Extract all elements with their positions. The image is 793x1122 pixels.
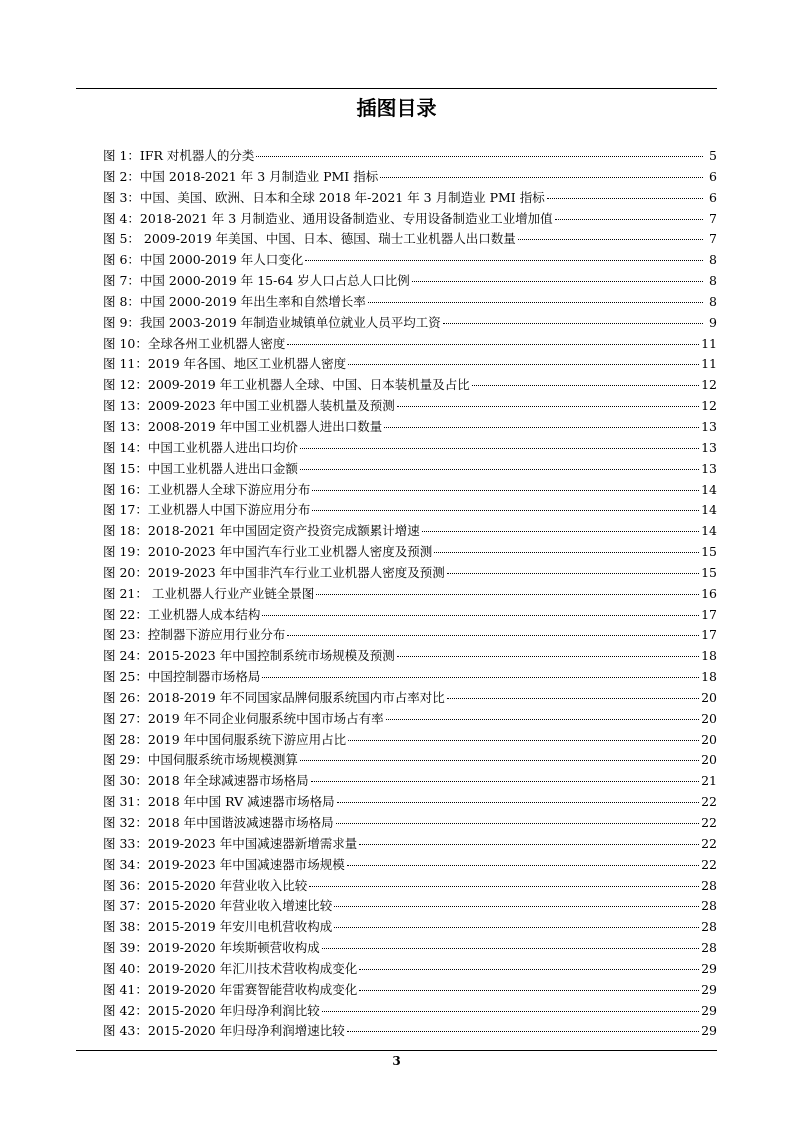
toc-entry[interactable]	[103, 730, 717, 751]
toc-entry-label[interactable]: 图 3：中国、美国、欧洲、日本和全球 2018 年-2021 年 3 月制造业 PMI 指标	[103, 189, 545, 205]
toc-entry-page[interactable]: 28	[701, 940, 717, 956]
toc-entry-label[interactable]: 图 1：IFR 对机器人的分类	[103, 148, 255, 163]
toc-entry[interactable]	[103, 146, 717, 167]
toc-entry[interactable]	[103, 459, 717, 480]
toc-entry-label[interactable]: 图 29：中国伺服系统市场规模测算	[103, 752, 298, 768]
toc-entry[interactable]	[103, 480, 717, 501]
toc-entry-label[interactable]: 图 7：中国 2000-2019 年 15-64 岁人口占总人口比例	[103, 273, 410, 289]
dot-leader	[348, 740, 699, 741]
toc-entry-label[interactable]: 图 13：2009-2023 年中国工业机器人装机量及预测	[103, 398, 395, 414]
toc-entry-label[interactable]: 图 33：2019-2023 年中国减速器新增需求量	[103, 835, 358, 851]
toc-entry-page[interactable]: 12	[701, 377, 717, 393]
dot-leader	[359, 990, 699, 991]
toc-entry-page[interactable]: 22	[701, 815, 717, 830]
toc-entry[interactable]	[103, 625, 717, 646]
page-number: 3	[392, 1054, 401, 1068]
toc-entry-label[interactable]: 图 12：2009-2019 年工业机器人全球、中国、日本装机量及占比	[103, 377, 470, 393]
toc-entry[interactable]	[103, 876, 717, 897]
toc-entry-label[interactable]: 图 20：2019-2023 年中国非汽车行业工业机器人密度及预测	[103, 564, 445, 580]
dot-leader	[384, 427, 699, 428]
toc-entry-page[interactable]: 8	[709, 273, 717, 289]
toc-entry-page[interactable]: 13	[701, 439, 717, 455]
toc-entry-page[interactable]: 29	[701, 1002, 717, 1018]
toc-entry-label[interactable]: 图 6：中国 2000-2019 年人口变化	[103, 252, 304, 268]
dot-leader	[312, 510, 699, 511]
toc-entry-label[interactable]: 图 16：工业机器人全球下游应用分布	[103, 481, 311, 497]
toc-entry[interactable]	[103, 229, 717, 250]
dot-leader	[347, 1031, 699, 1032]
toc-entry-label[interactable]: 图 15：中国工业机器人进出口金额	[103, 460, 298, 476]
toc-entry-page[interactable]: 22	[701, 794, 717, 810]
toc-entry[interactable]	[103, 938, 717, 959]
toc-entry-label[interactable]: 图 25：中国控制器市场格局	[103, 669, 261, 685]
toc-entry-label[interactable]: 图 27：2019 年不同企业伺服系统中国市场占有率	[103, 710, 384, 726]
toc-entry-label[interactable]: 图 28：2019 年中国伺服系统下游应用占比	[103, 731, 347, 747]
toc-entry[interactable]	[103, 563, 717, 584]
toc-entry[interactable]	[103, 271, 717, 292]
toc-entry[interactable]	[103, 250, 717, 271]
toc-entry[interactable]	[103, 646, 717, 667]
dot-leader	[397, 656, 699, 657]
dot-leader	[305, 260, 703, 261]
toc-entry-page[interactable]: 28	[701, 877, 717, 893]
toc-entry[interactable]	[103, 396, 717, 417]
toc-entry[interactable]	[103, 375, 717, 396]
dot-leader	[287, 344, 699, 345]
toc-entry[interactable]	[103, 334, 717, 355]
toc-entry-page[interactable]: 28	[701, 919, 717, 935]
toc-entry-page[interactable]: 7	[709, 210, 717, 226]
toc-entry-page[interactable]: 18	[701, 648, 717, 664]
toc-entry[interactable]	[103, 438, 717, 459]
dot-leader	[368, 302, 703, 303]
toc-entry-page[interactable]: 8	[709, 293, 717, 309]
toc-entry[interactable]	[103, 667, 717, 688]
dot-leader	[555, 219, 703, 220]
toc-entry[interactable]	[103, 792, 717, 813]
dot-leader	[472, 385, 699, 386]
toc-entry-page[interactable]: 20	[701, 731, 717, 747]
dot-leader	[397, 406, 699, 407]
toc-entry-page[interactable]: 17	[701, 606, 717, 622]
toc-entry-page[interactable]: 20	[701, 689, 717, 705]
toc-entry-page[interactable]: 12	[701, 398, 717, 414]
toc-entry[interactable]	[103, 521, 717, 542]
dot-leader	[287, 635, 699, 636]
toc-entry[interactable]	[103, 771, 717, 792]
toc-entry[interactable]	[103, 709, 717, 730]
toc-entry-label[interactable]: 图 13：2008-2019 年中国工业机器人进出口数量	[103, 418, 383, 434]
toc-entry[interactable]	[103, 605, 717, 626]
toc-entry[interactable]	[103, 292, 717, 313]
toc-entry-label[interactable]: 图 10：全球各州工业机器人密度	[103, 335, 286, 351]
toc-entry-label[interactable]: 图 41：2019-2020 年雷赛智能营收构成变化	[103, 981, 358, 997]
dot-leader	[300, 469, 699, 470]
toc-entry[interactable]	[103, 688, 717, 709]
toc-entry[interactable]	[103, 500, 717, 521]
toc-entry[interactable]	[103, 1021, 717, 1042]
toc-entry-label[interactable]: 图 22：工业机器人成本结构	[103, 606, 261, 622]
toc-entry-label[interactable]: 图 30：2018 年全球减速器市场格局	[103, 773, 309, 789]
toc-entry-label[interactable]: 图 2：中国 2018-2021 年 3 月制造业 PMI 指标	[103, 168, 379, 184]
toc-entry-label[interactable]: 图 32：2018 年中国谐波减速器市场格局	[103, 815, 334, 830]
dot-leader	[334, 927, 699, 928]
toc-entry[interactable]	[103, 354, 717, 375]
toc-entry-page[interactable]: 17	[701, 627, 717, 643]
page-title: 插图目录	[356, 96, 437, 120]
dot-leader	[322, 1011, 699, 1012]
dot-leader	[443, 323, 703, 324]
toc-entry-page[interactable]: 13	[701, 418, 717, 434]
toc-entry-label[interactable]: 图 19：2010-2023 年中国汽车行业工业机器人密度及预测	[103, 544, 433, 560]
toc-entry[interactable]	[103, 167, 717, 188]
toc-entry-label[interactable]: 图 31：2018 年中国 RV 减速器市场格局	[103, 794, 335, 810]
dot-leader	[312, 490, 699, 491]
toc-entry-page[interactable]: 15	[701, 544, 717, 560]
dot-leader	[300, 448, 699, 449]
dot-leader	[334, 906, 699, 907]
toc-entry[interactable]	[103, 855, 717, 876]
toc-entry-page[interactable]: 29	[701, 981, 717, 997]
toc-entry-label[interactable]: 图 11：2019 年各国、地区工业机器人密度	[103, 356, 347, 372]
toc-entry-label[interactable]: 图 26：2018-2019 年不同国家品牌伺服系统国内市占率对比	[103, 689, 445, 705]
dot-leader	[359, 844, 699, 845]
dot-leader	[434, 552, 699, 553]
toc-entry[interactable]	[103, 980, 717, 1001]
dot-leader	[348, 364, 699, 365]
toc-entry[interactable]	[103, 917, 717, 938]
toc-entry[interactable]	[103, 417, 717, 438]
toc-entry-label[interactable]: 图 42：2015-2020 年归母净利润比较	[103, 1002, 320, 1018]
toc-entry-page[interactable]: 20	[701, 710, 717, 726]
toc-entry-page[interactable]: 14	[701, 523, 717, 539]
toc-entry-label[interactable]: 图 14：中国工业机器人进出口均价	[103, 439, 298, 455]
dot-leader	[447, 573, 699, 574]
toc-entry-label[interactable]: 图 24：2015-2023 年中国控制系统市场规模及预测	[103, 648, 395, 664]
toc-entry-page[interactable]: 7	[709, 231, 717, 247]
toc-entry-page[interactable]: 11	[701, 356, 717, 372]
dot-leader	[311, 781, 699, 782]
toc-entry-label[interactable]: 图 40：2019-2020 年汇川技术营收构成变化	[103, 960, 358, 976]
toc-entry-page[interactable]: 16	[701, 585, 717, 601]
toc-entry-page[interactable]: 29	[701, 1023, 717, 1039]
toc-entry[interactable]	[103, 1001, 717, 1022]
toc-entry-label[interactable]: 图 38：2015-2019 年安川电机营收构成	[103, 919, 333, 935]
toc-entry-label[interactable]: 图 43：2015-2020 年归母净利润增速比较	[103, 1023, 345, 1039]
toc-entry[interactable]	[103, 584, 717, 605]
footer-divider	[76, 1050, 717, 1051]
dot-leader	[359, 969, 699, 970]
toc-entry-page[interactable]: 8	[709, 252, 717, 268]
toc-entry-page[interactable]: 14	[701, 481, 717, 497]
toc-entry-label[interactable]: 图 21： 工业机器人行业产业链全景图	[103, 585, 315, 601]
dot-leader	[412, 281, 703, 282]
dot-leader	[547, 198, 703, 199]
dot-leader	[262, 615, 699, 616]
dot-leader	[347, 865, 699, 866]
toc-entry-label[interactable]: 图 18：2018-2021 年中国固定资产投资完成额累计增速	[103, 523, 420, 539]
dot-leader	[386, 719, 699, 720]
toc-entry[interactable]	[103, 959, 717, 980]
dot-leader	[518, 239, 703, 240]
dot-leader	[262, 677, 699, 678]
toc-entry-page[interactable]: 13	[701, 460, 717, 476]
toc-entry[interactable]	[103, 750, 717, 771]
toc-entry-page[interactable]: 18	[701, 669, 717, 685]
toc-entry[interactable]	[103, 542, 717, 563]
toc-entry-page[interactable]: 21	[701, 773, 717, 789]
toc-entry-label[interactable]: 图 9：我国 2003-2019 年制造业城镇单位就业人员平均工资	[103, 314, 441, 330]
toc-entry[interactable]	[103, 813, 717, 834]
toc-entry[interactable]	[103, 188, 717, 209]
toc-entry-label[interactable]: 图 17：工业机器人中国下游应用分布	[103, 502, 311, 518]
toc-entry[interactable]	[103, 834, 717, 855]
toc-entry-page[interactable]: 5	[709, 148, 717, 163]
dot-leader	[300, 760, 699, 761]
toc-entry[interactable]	[103, 313, 717, 334]
toc-entry-label[interactable]: 图 39：2019-2020 年埃斯顿营收构成	[103, 940, 320, 956]
dot-leader	[322, 948, 699, 949]
toc-entry-page[interactable]: 28	[701, 898, 717, 914]
toc-entry-page[interactable]: 29	[701, 960, 717, 976]
toc-entry-page[interactable]: 22	[701, 835, 717, 851]
toc-entry-label[interactable]: 图 37：2015-2020 年营业收入增速比较	[103, 898, 333, 914]
toc-entry-label[interactable]: 图 5： 2009-2019 年美国、中国、日本、德国、瑞士工业机器人出口数量	[103, 231, 516, 247]
toc-entry[interactable]	[103, 209, 717, 230]
toc-entry-page[interactable]: 14	[701, 502, 717, 518]
dot-leader	[336, 823, 699, 824]
dot-leader	[337, 802, 699, 803]
dot-leader	[316, 594, 699, 595]
toc-entry-page[interactable]: 20	[701, 752, 717, 768]
toc-entry-page[interactable]: 22	[701, 856, 717, 872]
toc-entry-page[interactable]: 6	[709, 189, 717, 205]
dot-leader	[447, 698, 699, 699]
figure-index-list	[103, 146, 717, 1042]
dot-leader	[309, 886, 699, 887]
header-divider	[76, 88, 717, 89]
toc-entry-page[interactable]: 6	[709, 168, 717, 184]
toc-entry-label[interactable]: 图 36：2015-2020 年营业收入比较	[103, 877, 308, 893]
toc-entry-label[interactable]: 图 4：2018-2021 年 3 月制造业、通用设备制造业、专用设备制造业工业增加值	[103, 210, 553, 226]
dot-leader	[256, 156, 703, 157]
toc-entry-page[interactable]: 11	[701, 335, 717, 351]
toc-entry-label[interactable]: 图 23：控制器下游应用行业分布	[103, 627, 286, 643]
toc-entry-label[interactable]: 图 34：2019-2023 年中国减速器市场规模	[103, 856, 345, 872]
toc-entry-page[interactable]: 15	[701, 564, 717, 580]
toc-entry-label[interactable]: 图 8：中国 2000-2019 年出生率和自然增长率	[103, 293, 366, 309]
toc-entry[interactable]	[103, 896, 717, 917]
toc-entry-page[interactable]: 9	[709, 314, 717, 330]
dot-leader	[422, 531, 699, 532]
dot-leader	[380, 177, 703, 178]
